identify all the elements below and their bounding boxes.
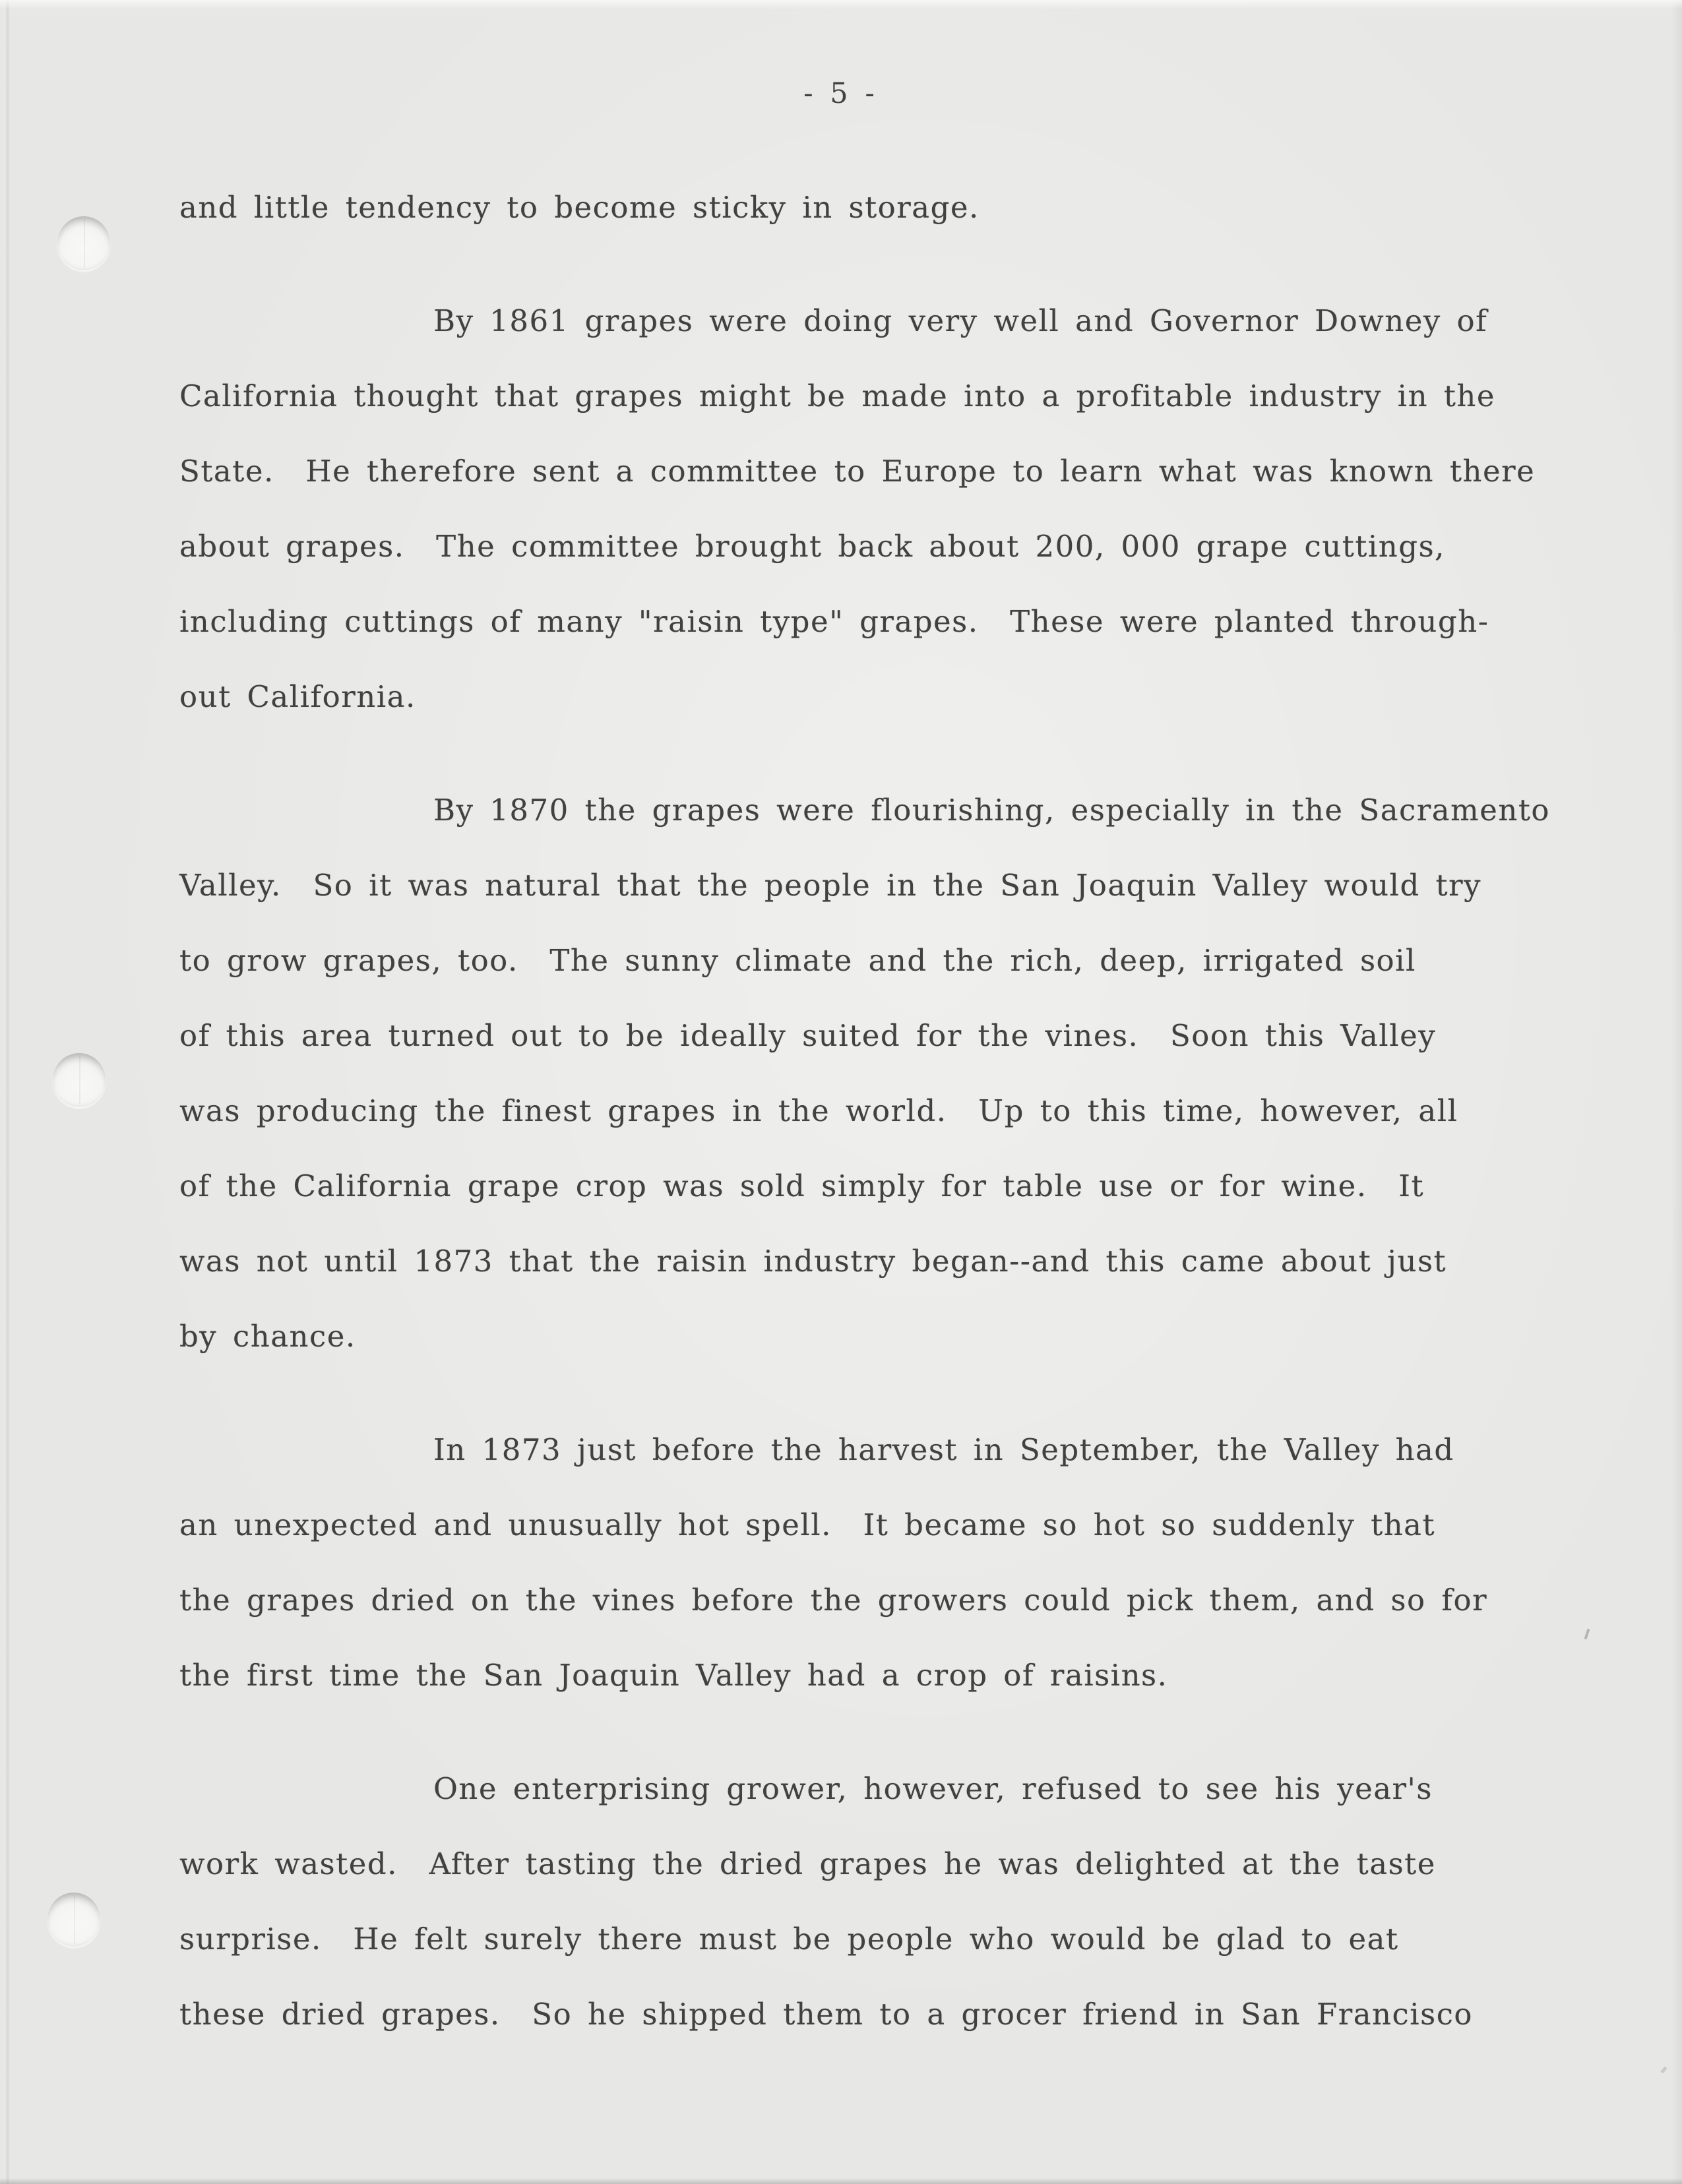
text-line: surprise. He felt surely there must be people who would be glad to eat	[179, 1922, 1399, 1957]
document-body	[179, 170, 1571, 2052]
text-line: One enterprising grower, however, refused to see his year's	[433, 1771, 1433, 1806]
text-line: the first time the San Joaquin Valley had a crop of raisins.	[179, 1658, 1168, 1693]
punch-hole-middle	[53, 1053, 106, 1107]
text-line: was producing the finest grapes in the world. Up to this time, however, all	[179, 1093, 1458, 1128]
paragraph	[179, 170, 1571, 245]
text-line: out California.	[179, 679, 416, 714]
text-line: by chance.	[179, 1319, 356, 1354]
text-line: California thought that grapes might be made into a profitable industry in the	[179, 379, 1496, 413]
paragraph	[179, 1412, 1571, 1713]
text-line: By 1861 grapes were doing very well and Governor Downey of	[433, 303, 1488, 338]
paragraph	[179, 284, 1571, 735]
text-line: of the California grape crop was sold simply for table use or for wine. It	[179, 1168, 1425, 1203]
scan-speck	[1660, 2067, 1667, 2074]
page-number: - 5 -	[803, 77, 879, 110]
text-line: an unexpected and unusually hot spell. It became so hot so suddenly that	[179, 1507, 1436, 1542]
text-line: including cuttings of many "raisin type" grapes. These were planted through-	[179, 604, 1489, 639]
scan-speck	[1584, 1629, 1590, 1639]
text-line: the grapes dried on the vines before the growers could pick them, and so for	[179, 1583, 1488, 1618]
paragraph	[179, 1751, 1571, 2052]
text-line: was not until 1873 that the raisin industry began--and this came about just	[179, 1244, 1447, 1279]
text-line: In 1873 just before the harvest in September, the Valley had	[433, 1432, 1454, 1467]
text-line: work wasted. After tasting the dried grapes he was delighted at the taste	[179, 1846, 1436, 1881]
text-line: and little tendency to become sticky in storage.	[179, 190, 980, 225]
text-line: about grapes. The committee brought back about 200, 000 grape cuttings,	[179, 529, 1445, 564]
text-line: to grow grapes, too. The sunny climate and the rich, deep, irrigated soil	[179, 943, 1416, 978]
paragraph	[179, 773, 1571, 1374]
text-line: of this area turned out to be ideally suited for the vines. Soon this Valley	[179, 1018, 1437, 1053]
text-line: State. He therefore sent a committee to Europe to learn what was known there	[179, 454, 1536, 489]
punch-hole-top	[57, 216, 110, 270]
punch-hole-bottom	[47, 1893, 100, 1947]
text-line: these dried grapes. So he shipped them to a grocer friend in San Francisco	[179, 1997, 1473, 2032]
text-line: By 1870 the grapes were flourishing, especially in the Sacramento	[433, 793, 1551, 828]
text-line: Valley. So it was natural that the people in the San Joaquin Valley would try	[179, 868, 1482, 903]
